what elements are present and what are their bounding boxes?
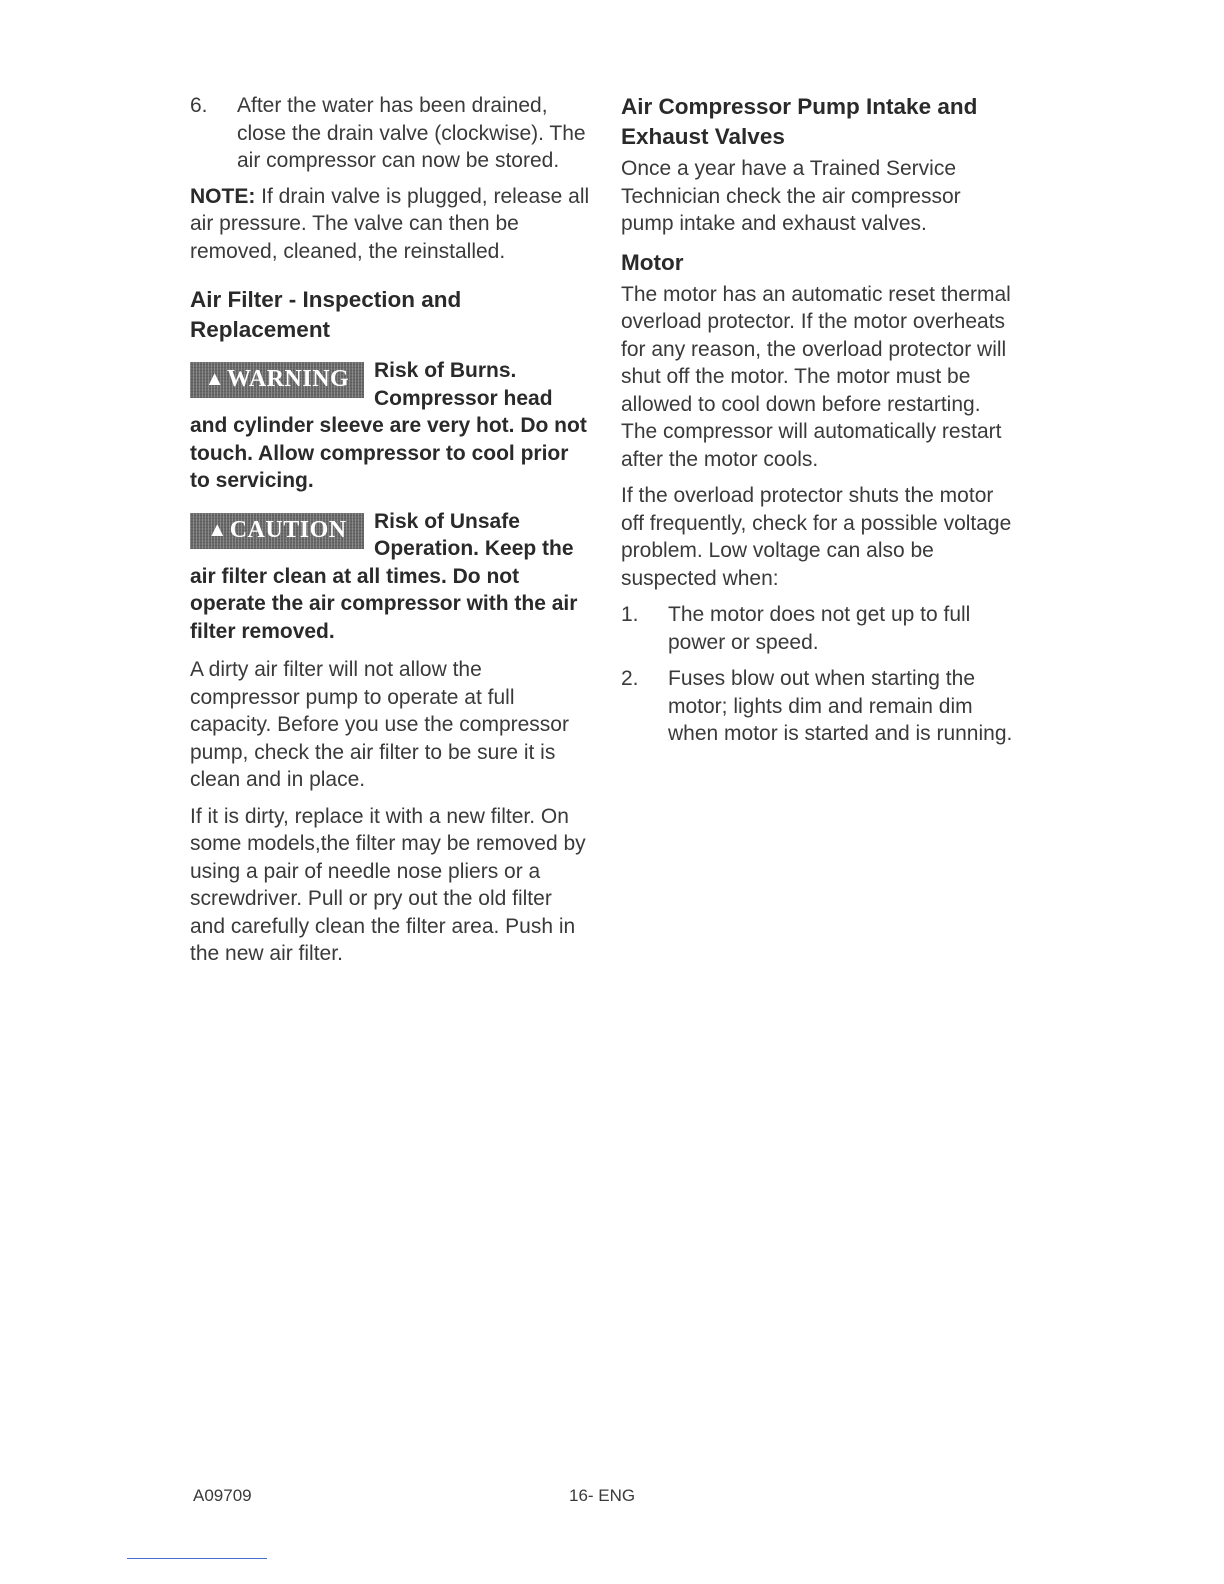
list-item-2-number: 2. (621, 667, 639, 690)
list-item-1-text: The motor does not get up to full power or speed. (668, 603, 971, 654)
caution-badge (190, 513, 364, 549)
warning-text: Risk of Burns. Compressor head and cylinder sleeve are very hot. Do not touch. Allow compressor to cool prior to servicing. (190, 359, 587, 492)
caution-text: Risk of Unsafe Operation. Keep the air filter clean at all times. Do not operate the air compressor with the air filter removed. (190, 509, 578, 643)
step-6 (190, 92, 590, 175)
motor-list-item-2 (621, 665, 1016, 748)
note-text: If drain valve is plugged, release all air pressure. The valve can then be removed, cleaned, the reinstalled. (190, 184, 590, 263)
air-filter-paragraph-2: If it is dirty, replace it with a new filter. On some models,the filter may be removed by using a pair of needle nose pliers or a screwdriver. Pull or pry out the old filter and carefully clean the filter area. Push in the new air filter. (190, 804, 586, 965)
valves-heading: Air Compressor Pump Intake and Exhaust Valves (621, 94, 978, 149)
caution-badge-label: CAUTION (229, 516, 347, 543)
caution-block (190, 508, 590, 646)
right-column (621, 92, 1016, 748)
motor-heading: Motor (621, 249, 684, 275)
motor-list-item-1 (621, 601, 1016, 656)
left-column (190, 92, 590, 968)
step-6-number: 6. (190, 94, 208, 117)
step-6-text: After the water has been drained, close the drain valve (clockwise). The air compressor can now be stored. (237, 94, 586, 172)
caution-triangle-icon: ▲ (207, 518, 228, 541)
list-item-1-number: 1. (621, 603, 639, 626)
list-item-2-text: Fuses blow out when starting the motor; lights dim and remain dim when motor is started and is running. (668, 667, 1013, 745)
air-filter-paragraph-1: A dirty air filter will not allow the compressor pump to operate at full capacity. Before you use the compressor pump, check the air filter to be sure it is clean and in place. (190, 658, 569, 791)
air-filter-heading: Air Filter - Inspection and Replacement (190, 287, 462, 342)
edge-line (127, 1558, 267, 1559)
warning-badge-label: WARNING (227, 366, 350, 393)
warning-badge (190, 362, 364, 398)
warning-block (190, 357, 590, 495)
page-number: 16- ENG (569, 1486, 636, 1505)
motor-paragraph-1: The motor has an automatic reset thermal overload protector. If the motor overheats for any reason, the overload protector will shut off the motor. The motor must be allowed to cool down before restarting. The compressor will automatically restart after the motor cools. (621, 282, 1011, 471)
warning-triangle-icon: ▲ (204, 368, 226, 391)
document-code: A09709 (193, 1486, 252, 1505)
motor-paragraph-2: If the overload protector shuts the motor off frequently, check for a possible voltage problem. Low voltage can also be suspected when: (621, 484, 1012, 590)
note-label: NOTE: (190, 184, 256, 208)
valves-text: Once a year have a Trained Service Technician check the air compressor pump intake and exhaust valves. (621, 157, 961, 235)
note-paragraph (190, 183, 590, 266)
